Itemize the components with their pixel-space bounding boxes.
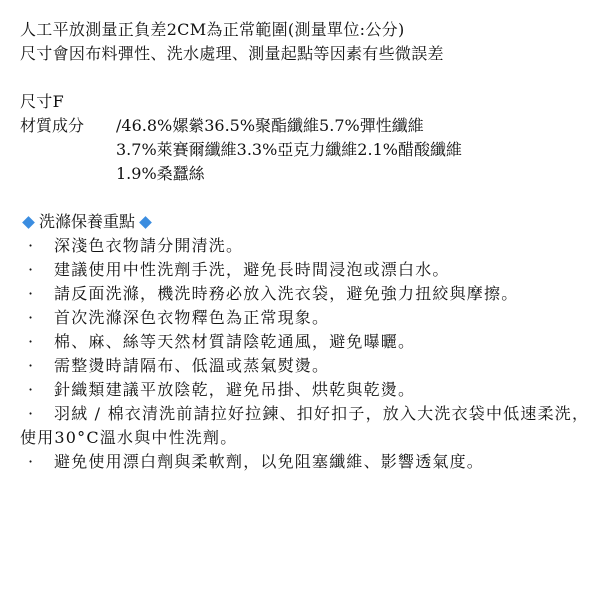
diamond-icon [22, 216, 35, 229]
bullet: · [28, 308, 35, 327]
bullet: · [28, 332, 35, 351]
bullet: · [28, 380, 35, 399]
bullet: · [28, 236, 35, 255]
measurement-note: 人工平放測量正負差2CM為正常範圍(測量單位:公分) [20, 20, 405, 39]
care-item [20, 330, 590, 354]
material-lines [116, 114, 462, 186]
care-item-text: 首次洗滌深色衣物釋色為正常現象。 [54, 308, 330, 327]
variance-note: 尺寸會因布料彈性、洗水處理、測量起點等因素有些微誤差 [20, 44, 444, 63]
care-item [20, 258, 590, 282]
bullet: · [28, 356, 35, 375]
product-info-panel [20, 18, 590, 474]
diamond-icon [139, 216, 152, 229]
spacer [20, 186, 590, 210]
care-item-text: 針織類建議平放陰乾，避免吊掛、烘乾與乾燙。 [54, 380, 416, 399]
care-item [20, 234, 590, 258]
material-line-3: 1.9%桑蠶絲 [116, 164, 205, 183]
care-item-text: 羽絨 / 棉衣清洗前請拉好拉鍊、扣好扣子，放入大洗衣袋中低速柔洗，使用30°C溫水與中性洗劑。 [20, 404, 590, 447]
material-line-2: 3.7%萊賽爾纖維3.3%亞克力纖維2.1%醋酸纖維 [116, 140, 462, 159]
bullet: · [28, 260, 35, 279]
care-item-text: 請反面洗滌，機洗時務必放入洗衣袋，避免強力扭絞與摩擦。 [54, 284, 519, 303]
care-item [20, 354, 590, 378]
material-label: 材質成分 [20, 116, 85, 135]
size-label: 尺寸F [20, 92, 65, 111]
care-item [20, 402, 590, 450]
care-item-text: 建議使用中性洗劑手洗，避免長時間浸泡或漂白水。 [54, 260, 450, 279]
care-item [20, 378, 590, 402]
bullet: · [28, 404, 35, 423]
care-section-title [20, 210, 590, 234]
care-item-text: 深淺色衣物請分開清洗。 [54, 236, 244, 255]
care-item-text: 棉、麻、絲等天然材質請陰乾通風，避免曝曬。 [54, 332, 416, 351]
bullet: · [28, 452, 35, 471]
material-line-1: /46.8%嫘縈36.5%聚酯纖維5.7%彈性纖維 [116, 116, 424, 135]
care-item [20, 450, 590, 474]
care-title-text: 洗滌保養重點 [39, 212, 136, 231]
care-item-text: 需整燙時請隔布、低溫或蒸氣熨燙。 [54, 356, 330, 375]
bullet: · [28, 284, 35, 303]
material-composition [20, 114, 590, 186]
care-item-text: 避免使用漂白劑與柔軟劑，以免阻塞纖維、影響透氣度。 [54, 452, 485, 471]
care-item [20, 306, 590, 330]
care-list [20, 234, 590, 474]
care-item [20, 282, 590, 306]
spacer [20, 66, 590, 90]
